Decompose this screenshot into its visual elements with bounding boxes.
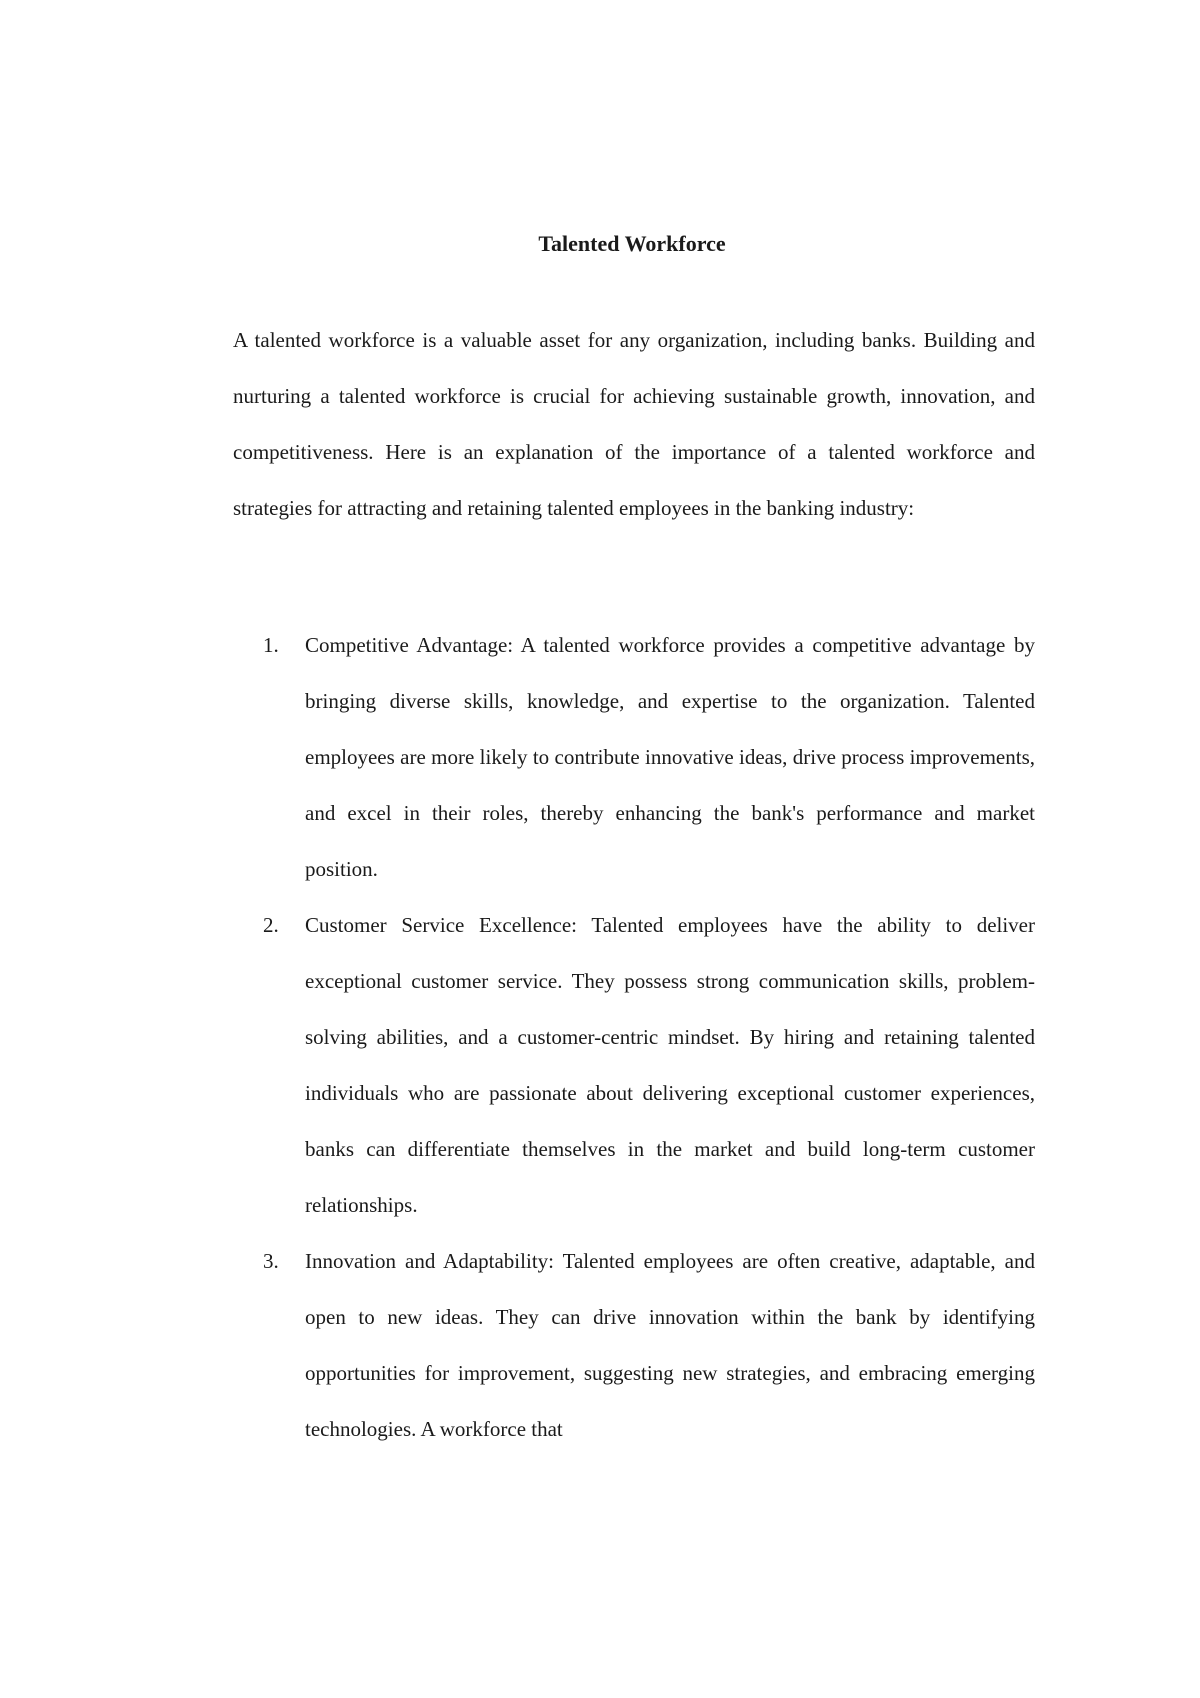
list-item-number: 2. <box>263 913 279 937</box>
intro-paragraph <box>233 312 1035 536</box>
intro-text: A talented workforce is a valuable asset for any organization, including banks. Building and nurturing a talented workforce is crucial for achieving sustainable growth, innovation, and competitiveness. Here is an explanation of the importance of a talented workforce and strategies for attracting and retaining talented employees in the banking industry: <box>233 328 1035 520</box>
list-item-text: Innovation and Adaptability: Talented employees are often creative, adaptable, and open to new ideas. They can drive innovation within the bank by identifying opportunities for improvement, suggesting new strategies, and embracing emerging technologies. A workforce that <box>305 1249 1035 1441</box>
list-item <box>233 617 1035 897</box>
document-title: Talented Workforce <box>538 231 726 256</box>
numbered-list <box>233 617 1035 1457</box>
list-item-number: 1. <box>263 633 279 657</box>
list-item <box>233 897 1035 1233</box>
list-item-number: 3. <box>263 1249 279 1273</box>
list-item-text: Customer Service Excellence: Talented employees have the ability to deliver exceptional customer service. They possess strong communication skills, problem-solving abilities, and a customer-centric mindset. By hiring and retaining talented individuals who are passionate about delivering exceptional customer experiences, banks can differentiate themselves in the market and build long-term customer relationships. <box>305 913 1035 1217</box>
list-item <box>233 1233 1035 1457</box>
list-item-text: Competitive Advantage: A talented workforce provides a competitive advantage by bringing diverse skills, knowledge, and expertise to the organization. Talented employees are more likely to contribute innovative ideas, drive process improvements, and excel in their roles, thereby enhancing the bank's performance and market position. <box>305 633 1035 881</box>
